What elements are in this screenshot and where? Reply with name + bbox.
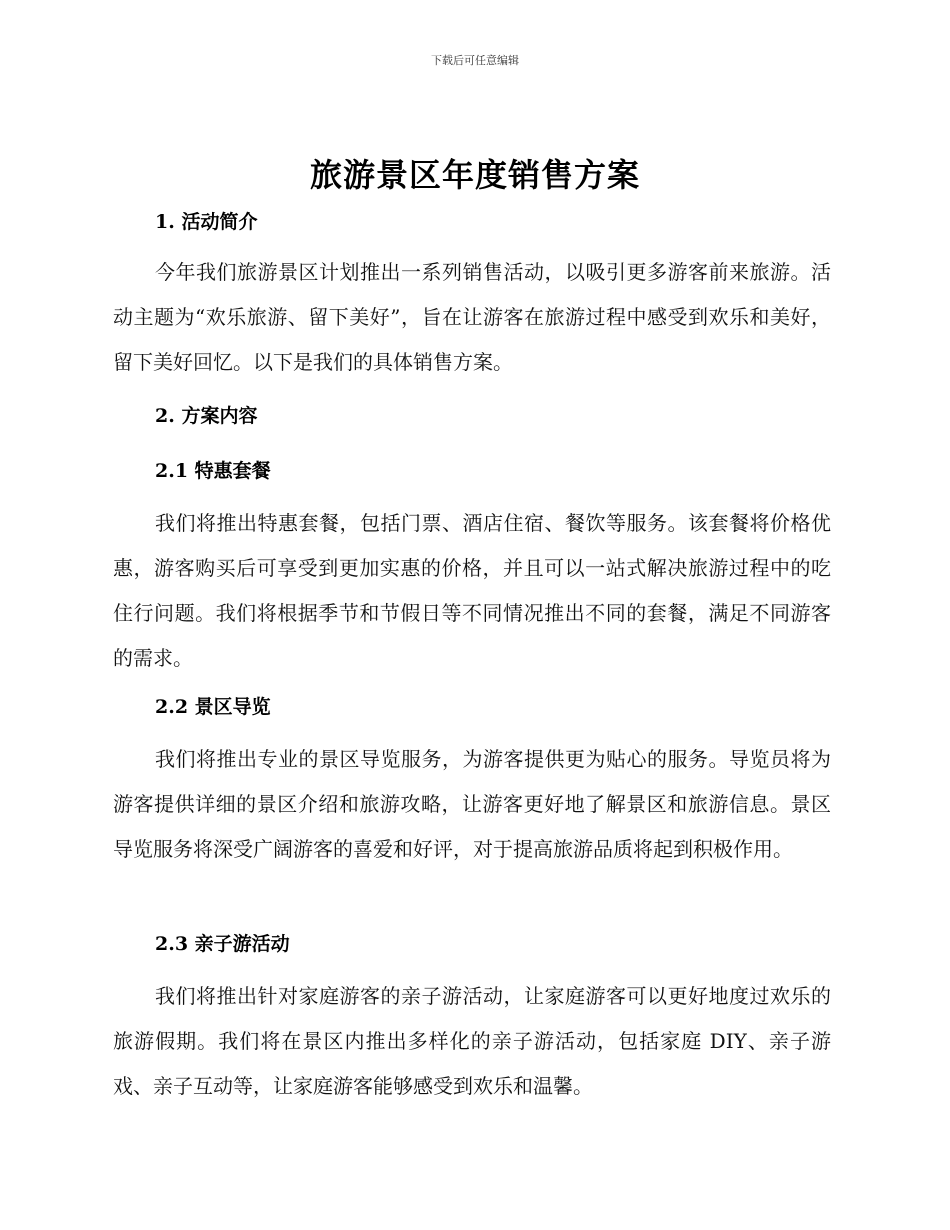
subsection-heading-family-activity: 2.3 亲子游活动 <box>155 933 290 955</box>
paragraph-family-activity: 我们将推出针对家庭游客的亲子游活动，让家庭游客可以更好地度过欢乐的旅游假期。我们将在景区内推出多样化的亲子游活动，包括家庭 DIY、亲子游戏、亲子互动等，让家庭游客能够感受到欢乐和温馨。 <box>113 984 831 1098</box>
paragraph-activity-intro: 今年我们旅游景区计划推出一系列销售活动，以吸引更多游客前来旅游。活动主题为“欢乐旅游、留下美好”，旨在让游客在旅游过程中感受到欢乐和美好，留下美好回忆。以下是我们的具体销售方案。 <box>113 260 831 374</box>
section-heading-plan-content: 2. 方案内容 <box>155 405 258 427</box>
paragraph-discount-package: 我们将推出特惠套餐，包括门票、酒店住宿、餐饮等服务。该套餐将价格优惠，游客购买后可享受到更加实惠的价格，并且可以一站式解决旅游过程中的吃住行问题。我们将根据季节和节假日等不同情况推出不同的套餐，满足不同游客的需求。 <box>113 511 831 670</box>
subsection-heading-discount-package: 2.1 特惠套餐 <box>155 460 271 482</box>
section-heading-activity-intro: 1. 活动简介 <box>155 211 258 233</box>
subsection-heading-scenic-guide: 2.2 景区导览 <box>155 696 271 718</box>
paragraph-scenic-guide: 我们将推出专业的景区导览服务，为游客提供更为贴心的服务。导览员将为游客提供详细的景区介绍和旅游攻略，让游客更好地了解景区和旅游信息。景区导览服务将深受广阔游客的喜爱和好评，对于提高旅游品质将起到积极作用。 <box>113 747 831 861</box>
header-note: 下载后可任意编辑 <box>431 54 519 67</box>
document-title: 旅游景区年度销售方案 <box>309 156 640 194</box>
